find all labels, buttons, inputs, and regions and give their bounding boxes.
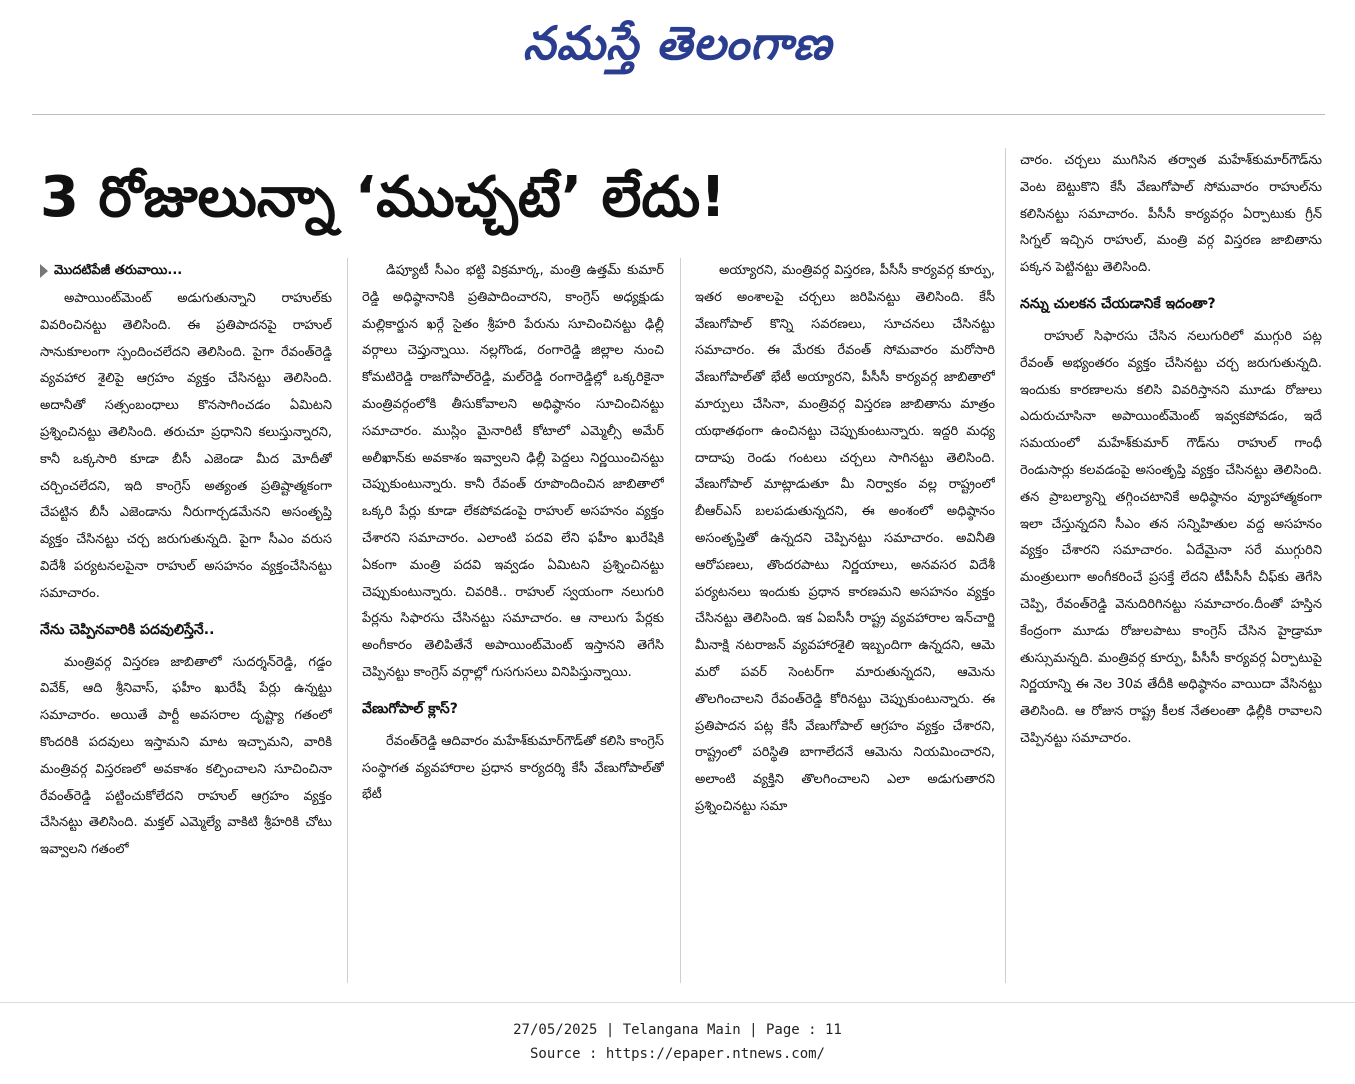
footer-date-line: 27/05/2025 | Telangana Main | Page : 11 xyxy=(513,1022,842,1038)
masthead-logo: నమస్తే తెలంగాణ xyxy=(522,16,833,70)
headline: 3 రోజులున్నా ‘ముచ్చటే’ లేదు! xyxy=(40,165,726,230)
paragraph: రాహుల్ సిఫారసు చేసిన నలుగురిలో ముగ్గురి పట్ల రేవంత్ అభ్యంతరం వ్యక్తం చేసినట్టు చర్చ జరుగుతున్నది. ఇందుకు కారణాలను కలిసి వివరిస్తానని మూడు రోజులు ఎదురుచూసినా అపాయింట్‌మెంట్ ఇవ్వకపోవడం, ఇదే సమయంలో మహేశ్‌కుమార్ గౌడ్‌ను రాహుల్ గాంధీ రెండుసార్లు కలవడంపై అసంతృప్తి వ్యక్తం చేసినట్టు తెలిసింది. తన ప్రాబల్యాన్ని తగ్గించటానికే అధిష్ఠానం వ్యూహాత్మకంగా ఇలా చేస్తున్నదని సీఎం తన సన్నిహితుల వద్ద అసహనం వ్యక్తం చేశారని సమాచారం. ఏదేమైనా సరే ముగ్గురిని మంత్రులుగా అంగీకరించే ప్రసక్తే లేదని టీపీసీసీ చీఫ్‌కు తెగేసి చెప్పి, రేవంత్‌రెడ్డి వెనుదిరిగినట్టు సమాచారం.దీంతో హస్తిన కేంద్రంగా మూడు రోజులపాటు కాంగ్రెస్ చేసిన హైడ్రామా తుస్సుమన్నది. మంత్రివర్గ కూర్పు, పీసీసీ కార్యవర్గ ఏర్పాటుపై నిర్ణయాన్ని ఈ నెల 30వ తేదీకి అధిష్ఠానం వాయిదా వేసినట్టు తెలిసింది. ఆ రోజున రాష్ట్ర కీలక నేతలంతా ఢిల్లీకి రావాలని చెప్పినట్టు సమాచారం. xyxy=(1020,328,1322,746)
continued-label xyxy=(40,258,332,284)
column-divider xyxy=(347,258,348,983)
subheading: నేను చెప్పినవారికి పదవులిస్తేనే.. xyxy=(40,621,215,638)
column-divider xyxy=(680,258,681,983)
continued-text: మొదటిపేజీ తరువాయి... xyxy=(54,263,183,278)
article-column-2 xyxy=(362,258,664,988)
article-column-4 xyxy=(1020,148,1322,988)
masthead xyxy=(0,8,1355,78)
masthead-divider xyxy=(32,114,1325,115)
subheading: వేణుగోపాల్ క్లాస్? xyxy=(362,700,458,717)
paragraph: మంత్రివర్గ విస్తరణ జాబితాలో సుదర్శన్‌రెడ్డి, గడ్డం వివేక్, ఆది శ్రీనివాస్, ఫహీం ఖురేషీ పేర్లు ఉన్నట్టు సమాచారం. అయితే పార్టీ అవసరాల దృష్ట్యా గతంలో కొందరికి పదవులు ఇస్తామని మాట ఇచ్చామని, వారికి మంత్రివర్గ విస్తరణలో అవకాశం కల్పించాలని సూచించినా రేవంత్‌రెడ్డి పట్టించుకోలేదని రాహుల్ ఆగ్రహం వ్యక్తం చేసినట్టు తెలిసింది. మక్తల్ ఎమ్మెల్యే వాకిటి శ్రీహరికి చోటు ఇవ్వాలని గతంలో xyxy=(40,654,332,858)
article-column-3 xyxy=(695,258,995,988)
column-divider xyxy=(1005,148,1006,983)
page-bottom-divider xyxy=(0,1002,1355,1003)
article-column-1 xyxy=(40,258,332,988)
paragraph: అయ్యారని, మంత్రివర్గ విస్తరణ, పీసీసీ కార్యవర్గ కూర్పు, ఇతర అంశాలపై చర్చలు జరిపినట్టు తెలిసింది. కేసీ వేణుగోపాల్ కొన్ని సవరణలు, సూచనలు చేసినట్టు సమాచారం. ఈ మేరకు రేవంత్ సోమవారం మరోసారి వేణుగోపాల్‌తో భేటీ అయ్యారని, పీసీసీ కార్యవర్గ జాబితాలో మార్పులు చేసినా, మంత్రివర్గ విస్తరణ జాబితాను మాత్రం యథాతథంగా ఉంచినట్టు చెప్పుకుంటున్నారు. ఇద్దరి మధ్య దాదాపు రెండు గంటలు చర్చలు సాగినట్టు తెలిసింది. వేణుగోపాల్ మాట్లాడుతూ మీ నిర్వాకం వల్ల రాష్ట్రంలో బీఆర్‌ఎస్ బలపడుతున్నదని, ఈ అంశంలో అధిష్ఠానం అసంతృప్తితో ఉన్నదని చెప్పినట్టు సమాచారం. అవినీతి ఆరోపణలు, తొందరపాటు నిర్ణయాలు, అనవసర విదేశీ పర్యటనలు ఇందుకు ప్రధాన కారణమని అసహనం వ్యక్తం చేసినట్టు తెలిసింది. ఇక ఏఐసీసీ రాష్ట్ర వ్యవహారాల ఇన్‌చార్జి మీనాక్షి నటరాజన్ వ్యవహారశైలి ఇబ్బందిగా ఉన్నదని, ఆమె మరో పవర్ సెంటర్‌గా మారుతున్నదని, ఆమెను తొలగించాలని రేవంత్‌రెడ్డి కోరినట్టు చెప్పుకుంటున్నారు. ఈ ప్రతిపాదన పట్ల కేసీ వేణుగోపాల్ ఆగ్రహం వ్యక్తం చేశారని, రాష్ట్రంలో పరిస్థితి బాగాలేదనే ఆమెను నియమించారని, అలాంటి వ్యక్తిని తొలగించాలని ఎలా అడుగుతారని ప్రశ్నించినట్టు సమా xyxy=(695,263,995,814)
paragraph: చారం. చర్చలు ముగిసిన తర్వాత మహేశ్‌కుమార్‌గౌడ్‌ను వెంట బెట్టుకొని కేసీ వేణుగోపాల్ సోమవారం రాహుల్‌ను కలిసినట్టు సమాచారం. పీసీసీ కార్యవర్గం ఏర్పాటుకు గ్రీన్ సిగ్నల్ ఇచ్చిన రాహుల్, మంత్రి వర్గ విస్తరణ జాబితాను పక్కన పెట్టినట్టు తెలిసింది. xyxy=(1020,153,1322,276)
paragraph: అపాయింట్‌మెంట్ అడుగుతున్నాని రాహుల్‌కు వివరించినట్టు తెలిసింది. ఈ ప్రతిపాదనపై రాహుల్ సానుకూలంగా స్పందించలేదని తెలిసింది. పైగా రేవంత్‌రెడ్డి వ్యవహార శైలిపై ఆగ్రహం వ్యక్తం చేసినట్టు తెలిసింది. అదానీతో సత్సంబంధాలు కొనసాగించడం ఏమిటని ప్రశ్నించినట్టు తెలిసింది. తరుచూ ప్రధానిని కలుస్తున్నారని, కానీ ఒక్కసారి కూడా బీసీ ఎజెండా మీద మోదీతో చర్చించలేదని, ఇది కాంగ్రెస్ అత్యంత ప్రతిష్టాత్మకంగా చేపట్టిన బీసీ ఎజెండాను నీరుగార్చడమేనని అసంతృప్తి వ్యక్తం చేసినట్టు చర్చ జరుగుతున్నది. పైగా సీఎం వరుస విదేశీ పర్యటనలపైనా రాహుల్ అసహనం వ్యక్తంచేసినట్టు సమాచారం. xyxy=(40,291,332,601)
paragraph: డిప్యూటీ సీఎం భట్టి విక్రమార్క, మంత్రి ఉత్తమ్ కుమార్ రెడ్డి అధిష్ఠానానికి ప్రతిపాదించారని, కాంగ్రెస్ అధ్యక్షుడు మల్లికార్జున ఖర్గే సైతం శ్రీహరి పేరును సూచించినట్టు ఢిల్లీ వర్గాలు చెప్తున్నాయి. నల్లగొండ, రంగారెడ్డి జిల్లాల నుంచి కోమటిరెడ్డి రాజగోపాల్‌రెడ్డి, మల్‌రెడ్డి రంగారెడ్డిల్లో ఒక్కరికైనా మంత్రివర్గంలోకి తీసుకోవాలని అధిష్ఠానం సూచించినట్టు సమాచారం. ముస్లిం మైనారిటీ కోటాలో ఎమ్మెల్సీ అమేర్ అలీఖాన్‌కు అవకాశం ఇవ్వాలని ఢిల్లీ పెద్దలు నిర్ణయించినట్టు చెప్పుకుంటున్నారు. కానీ రేవంత్ రూపొందించిన జాబితాలో ఒక్కరి పేర్లు కూడా లేకపోవడంపై రాహుల్ అసహనం వ్యక్తం చేశారని సమాచారం. ఎలాంటి పదవి లేని ఫహీం ఖురేషికి ఏకంగా మంత్రి పదవి ఇవ్వడం ఏమిటని ప్రశ్నించినట్టు చెప్పుకుంటున్నారు. చివరికి.. రాహుల్ స్వయంగా నలుగురి పేర్లను సిఫారసు చేసినట్టు సమాచారం. ఆ నాలుగు పేర్లకు అంగీకారం తెలిపితేనే అపాయింట్‌మెంట్ ఇస్తానని తెగేసి చెప్పినట్టు కాంగ్రెస్ వర్గాల్లో గుసగుసలు వినిపిస్తున్నాయి. xyxy=(362,263,664,680)
paragraph: రేవంత్‌రెడ్డి ఆదివారం మహేశ్‌కుమార్‌గౌడ్‌తో కలిసి కాంగ్రెస్ సంస్థాగత వ్యవహారాల ప్రధాన కార్యదర్శి కేసీ వేణుగోపాల్‌తో భేటీ xyxy=(362,733,664,803)
chevron-right-icon xyxy=(40,264,48,278)
footer-source-line: Source : https://epaper.ntnews.com/ xyxy=(529,1046,825,1062)
subheading: నన్ను చులకన చేయడానికే ఇదంతా? xyxy=(1020,295,1216,312)
